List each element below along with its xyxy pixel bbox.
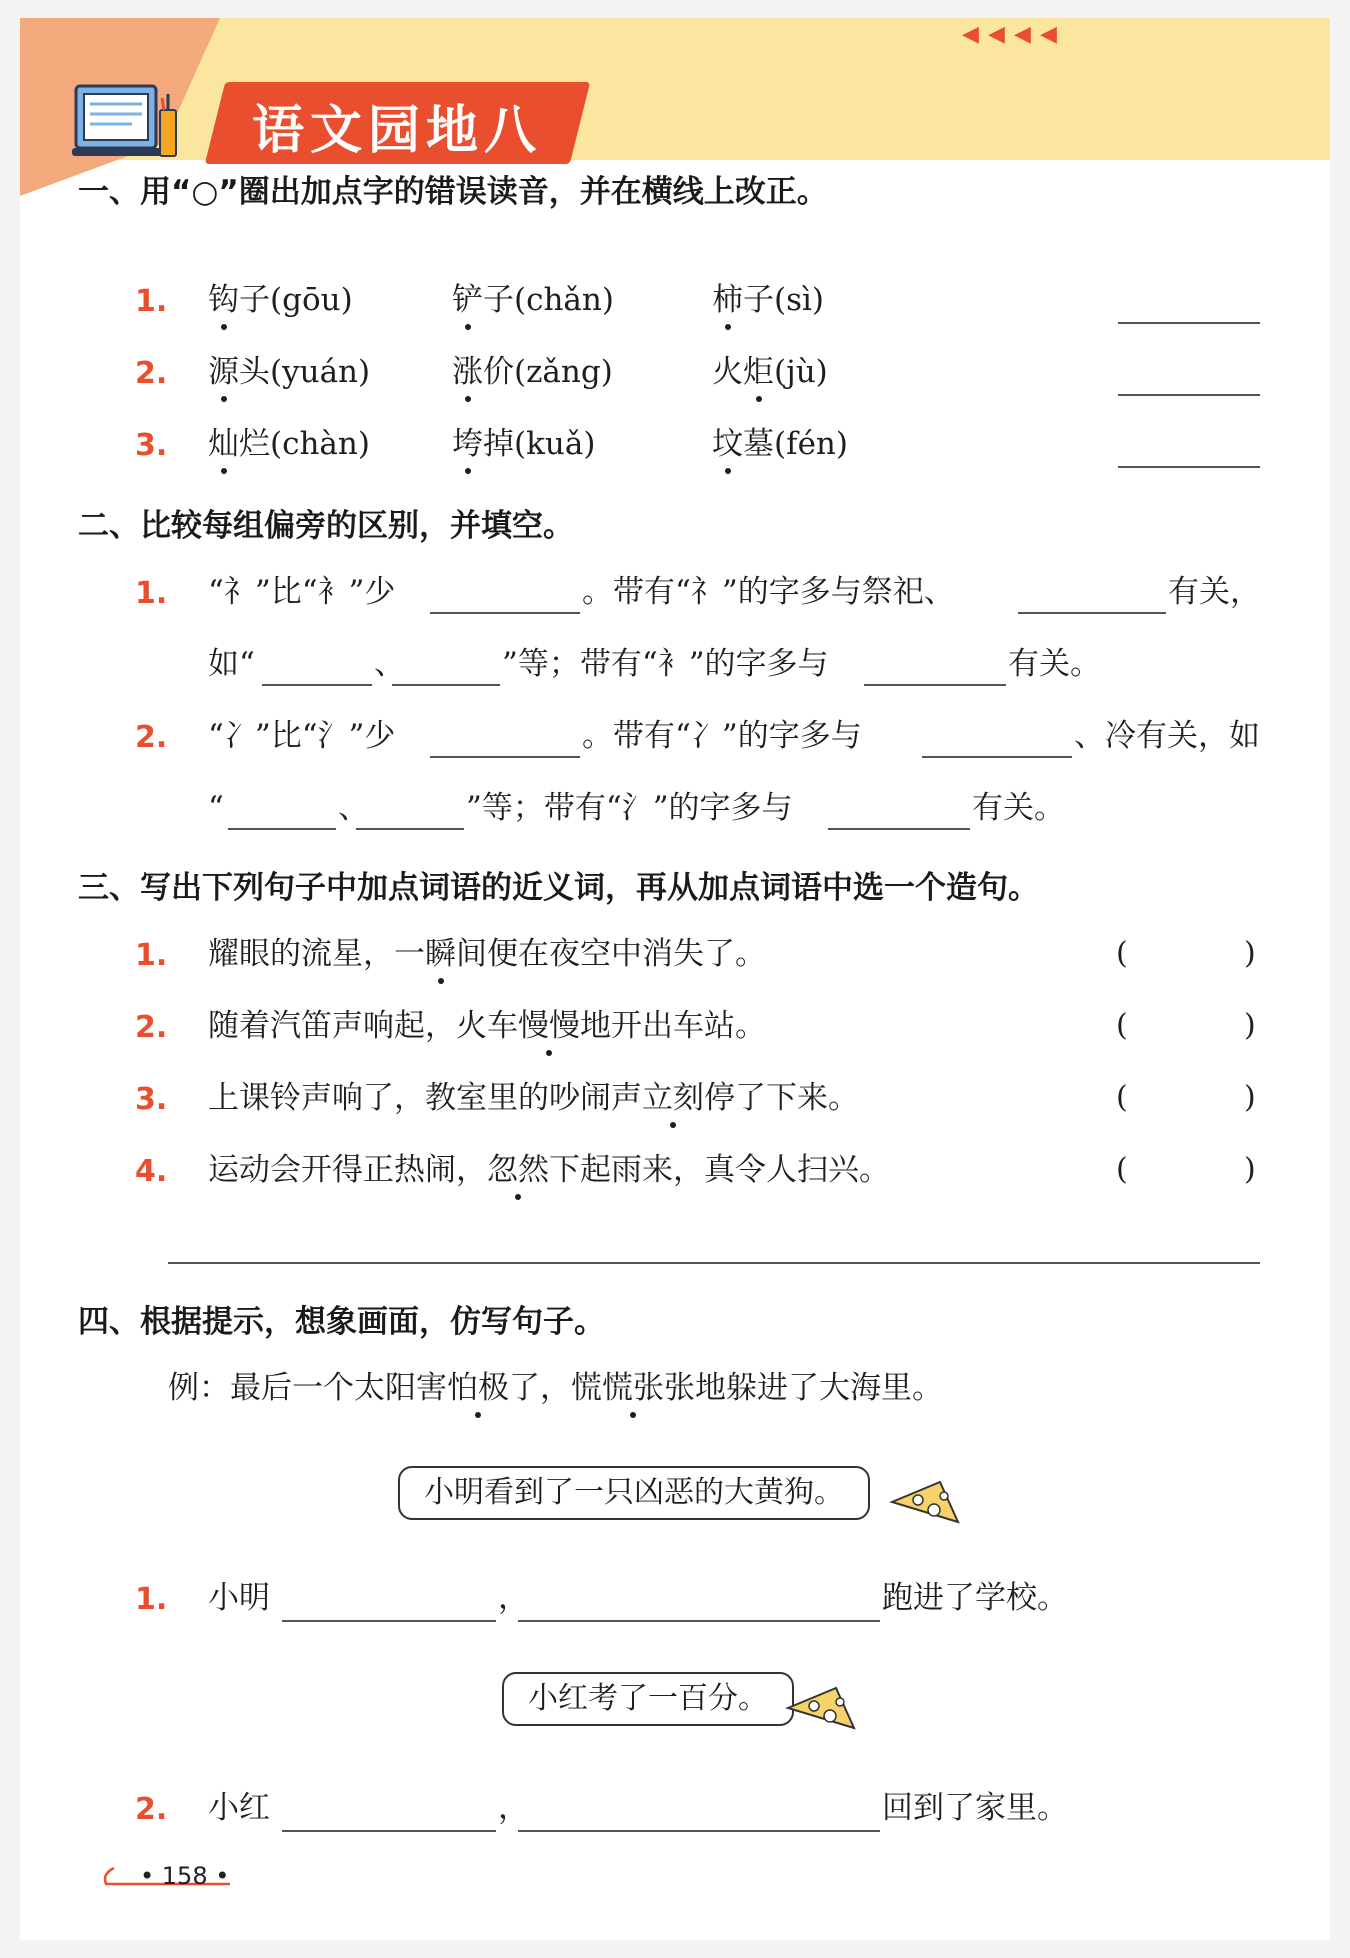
- s3-q4-paren-close: ): [1244, 1152, 1256, 1187]
- page-title: 语文园地八: [252, 101, 543, 161]
- sentence-text: 耀眼的流星，: [208, 936, 394, 972]
- dotted-char: 柿: [712, 282, 743, 318]
- s1-q3-item-1: [208, 424, 370, 464]
- s4-q1-text-b: ，: [498, 1580, 529, 1616]
- dotted-word: 立刻: [642, 1080, 704, 1116]
- s1-q2-item-2: [452, 352, 613, 392]
- item-text: 子(gōu): [239, 282, 353, 318]
- s1-q1-number: 1.: [135, 284, 168, 319]
- s1-q2-item-1: [208, 352, 370, 392]
- sentence-text: 运动会开得正热闹，: [208, 1152, 487, 1188]
- s4-q2-blank-1[interactable]: [282, 1830, 496, 1832]
- dotted-word: 慌慌张张: [571, 1370, 695, 1406]
- s3-q4-number: 4.: [135, 1154, 168, 1189]
- s4-q2-text-c: 回到了家里。: [882, 1790, 1068, 1826]
- example-text: 例：最后一个太阳: [168, 1370, 416, 1406]
- dotted-char: 坟: [712, 426, 743, 462]
- s4-q2-blank-2[interactable]: [518, 1830, 880, 1832]
- s3-q2-paren-open: (: [1116, 1008, 1128, 1043]
- dotted-char: 垮: [452, 426, 483, 462]
- item-text: 烂(chàn): [239, 426, 370, 462]
- s2-q2-number: 2.: [135, 720, 168, 755]
- s3-q2-paren-close: ): [1244, 1008, 1256, 1043]
- sentence-text: 地开出车站。: [580, 1008, 766, 1044]
- dotted-word: 忽然: [487, 1152, 549, 1188]
- section-2-heading: 二、比较每组偏旁的区别，并填空。: [78, 508, 574, 544]
- item-text: 火: [712, 354, 743, 390]
- s2-q1-blank-1[interactable]: [430, 612, 580, 614]
- s3-q4-paren-open: (: [1116, 1152, 1128, 1187]
- s3-q3-paren-open: (: [1116, 1080, 1128, 1115]
- s2-q2-text-b: 。带有“冫”的字多与: [582, 718, 862, 754]
- sentence-text: 停了下来。: [704, 1080, 859, 1116]
- item-text: 价(zǎng): [483, 354, 613, 390]
- section-1-heading: 一、用“○”圈出加点字的错误读音，并在横线上改正。: [78, 174, 828, 210]
- triangle-arrow-icon: ◀: [1014, 22, 1031, 47]
- s1-q3-item-2: [452, 424, 595, 464]
- s1-q3-answer-line[interactable]: [1118, 466, 1260, 468]
- item-text: 掉(kuǎ): [483, 426, 596, 462]
- sentence-text: 下起雨来，真令人扫兴。: [549, 1152, 890, 1188]
- s2-q2-blank-2[interactable]: [922, 756, 1072, 758]
- s3-q1-paren-close: ): [1244, 936, 1256, 971]
- cheese-icon: [888, 1478, 962, 1530]
- s4-q2-text-a: 小红: [208, 1790, 270, 1826]
- cheese-icon: [784, 1684, 858, 1736]
- item-text: 子(chǎn): [483, 282, 614, 318]
- s4-q1-text-c: 跑进了学校。: [882, 1580, 1068, 1616]
- s3-q2-number: 2.: [135, 1010, 168, 1045]
- s2-q1-text-e: 、: [374, 646, 405, 682]
- page-number: • 158 •: [140, 1862, 230, 1890]
- s4-q1-blank-1[interactable]: [282, 1620, 496, 1622]
- s2-q2-text-e: 、: [338, 790, 369, 826]
- s4-example: [168, 1368, 943, 1408]
- triangle-arrow-icon: ◀: [962, 22, 979, 47]
- s2-q1-number: 1.: [135, 576, 168, 611]
- s3-q3-paren-close: ): [1244, 1080, 1256, 1115]
- s3-q4-sentence: [208, 1150, 890, 1190]
- section-4-heading: 四、根据提示，想象画面，仿写句子。: [78, 1304, 605, 1340]
- s1-q2-number: 2.: [135, 356, 168, 391]
- s1-q3-number: 3.: [135, 428, 168, 463]
- s1-q3-item-3: [712, 424, 848, 464]
- s2-q2-text-g: 有关。: [972, 790, 1065, 826]
- dotted-char: 铲: [452, 282, 483, 318]
- s4-hint-box-2: 小红考了一百分。: [502, 1672, 794, 1726]
- item-text: 子(sì): [743, 282, 825, 318]
- s3-q3-number: 3.: [135, 1082, 168, 1117]
- s2-q1-text-b: 。带有“礻”的字多与祭祀、: [582, 574, 955, 610]
- dotted-word: 害怕极了: [416, 1370, 540, 1406]
- s1-q1-answer-line[interactable]: [1118, 322, 1260, 324]
- item-text: (jù): [774, 354, 828, 390]
- dotted-char: 钩: [208, 282, 239, 318]
- s2-q2-blank-1[interactable]: [430, 756, 580, 758]
- s1-q1-item-2: [452, 280, 614, 320]
- item-text: 墓(fén): [743, 426, 848, 462]
- s4-q2-text-b: ，: [498, 1790, 529, 1826]
- s2-q1-blank-3[interactable]: [262, 684, 372, 686]
- s1-q1-item-1: [208, 280, 353, 320]
- s3-q3-sentence: [208, 1078, 859, 1118]
- item-text: 头(yuán): [239, 354, 371, 390]
- s2-q1-blank-4[interactable]: [392, 684, 500, 686]
- dotted-char: 灿: [208, 426, 239, 462]
- s1-q2-item-3: [712, 352, 828, 392]
- s2-q2-text-f: ”等；带有“氵”的字多与: [466, 790, 793, 826]
- dotted-char: 涨: [452, 354, 483, 390]
- s1-q1-item-3: [712, 280, 824, 320]
- s2-q2-text-d: “: [208, 790, 224, 826]
- s2-q1-blank-2[interactable]: [1018, 612, 1166, 614]
- sentence-text: 便在夜空中消失了。: [487, 936, 766, 972]
- s3-q1-number: 1.: [135, 938, 168, 973]
- s3-q1-paren-open: (: [1116, 936, 1128, 971]
- s3-sentence-writing-line[interactable]: [168, 1262, 1260, 1264]
- s2-q1-text-d: 如“: [208, 646, 255, 682]
- s2-q2-blank-4[interactable]: [356, 828, 464, 830]
- triangle-arrow-icon: ◀: [1040, 22, 1057, 47]
- s2-q2-blank-5[interactable]: [828, 828, 970, 830]
- s2-q1-text-g: 有关。: [1008, 646, 1101, 682]
- sentence-text: 上课铃声响了，教室里的吵闹声: [208, 1080, 642, 1116]
- s2-q2-blank-3[interactable]: [228, 828, 336, 830]
- dotted-char: 炬: [743, 354, 774, 390]
- s3-q2-sentence: [208, 1006, 766, 1046]
- dotted-word: 一瞬间: [394, 936, 487, 972]
- s4-q1-text-a: 小明: [208, 1580, 270, 1616]
- sentence-text: 随着汽笛声响起，火车: [208, 1008, 518, 1044]
- s4-q1-number: 1.: [135, 1582, 168, 1617]
- s4-q1-blank-2[interactable]: [518, 1620, 880, 1622]
- s2-q1-blank-5[interactable]: [864, 684, 1006, 686]
- s2-q2-text-a: “冫”比“氵”少: [208, 718, 396, 754]
- example-text: ，: [540, 1370, 571, 1406]
- dotted-word: 慢慢: [518, 1008, 580, 1044]
- s1-q2-answer-line[interactable]: [1118, 394, 1260, 396]
- dotted-char: 源: [208, 354, 239, 390]
- s2-q1-text-f: ”等；带有“衤”的字多与: [502, 646, 829, 682]
- s2-q1-text-c: 有关，: [1168, 574, 1261, 610]
- s2-q2-text-c: 、冷有关，如: [1074, 718, 1260, 754]
- section-3-heading: 三、写出下列句子中加点词语的近义词，再从加点词语中选一个造句。: [78, 870, 1039, 906]
- s4-hint-box-1: 小明看到了一只凶恶的大黄狗。: [398, 1466, 870, 1520]
- s3-q1-sentence: [208, 934, 766, 974]
- triangle-arrow-icon: ◀: [988, 22, 1005, 47]
- s2-q1-text-a: “礻”比“衤”少: [208, 574, 396, 610]
- example-text: 地躲进了大海里。: [695, 1370, 943, 1406]
- s4-q2-number: 2.: [135, 1792, 168, 1827]
